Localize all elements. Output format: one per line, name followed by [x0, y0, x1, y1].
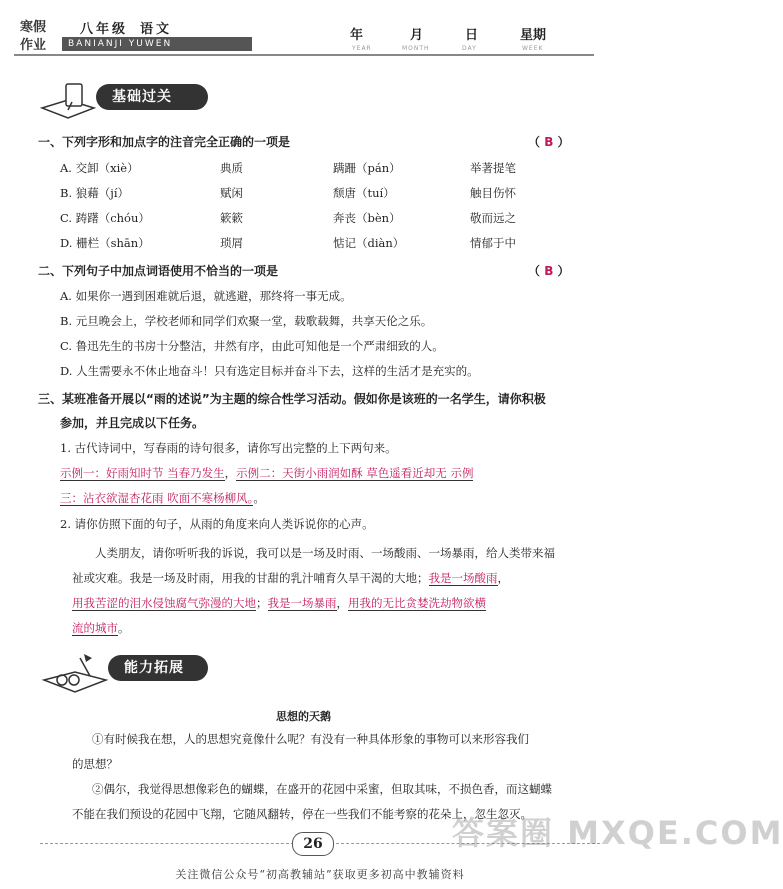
q3-para-line4-end: 。 [118, 621, 130, 635]
date-year-sub: YEAR [352, 45, 372, 52]
reading-p1-line2: 的思想？ [72, 757, 118, 771]
reading-p2-line2: 不能在我们预设的花园中飞翔，它随风翻转，停在一些我们不能考察的花朵上，忽生忽灭。 [72, 807, 532, 821]
q3-para-line4-answer: 流的城市 [72, 621, 118, 635]
q3-ans1-example3: 三：沾衣欲湿杏花雨 吹面不寒杨柳风。 [60, 491, 254, 505]
q1-d-3: 惦记（diàn） [333, 236, 405, 250]
q2-answer: B [544, 264, 554, 278]
q3-para-line1: 人类朋友，请你听听我的诉说，我可以是一场及时雨、一场酸雨、一场暴雨，给人类带来福 [95, 546, 555, 560]
q1-b-1: B. 狼藉（jí） [60, 186, 130, 200]
q3-ans1-line1 [60, 465, 473, 481]
date-month-label: 月 [410, 28, 424, 43]
q1-answer-box [528, 133, 570, 150]
q1-d-4: 情郁于中 [470, 236, 516, 250]
logo-line1: 寒假 [20, 20, 47, 35]
grade-label: 八年级 [80, 22, 129, 37]
q1-c-4: 敬而远之 [470, 211, 516, 225]
q1-b-4: 触目伤怀 [470, 186, 516, 200]
q2-stem: 二、下列句子中加点词语使用不恰当的一项是 [38, 264, 279, 278]
date-day-sub: DAY [462, 45, 477, 52]
reading-p1-line1: ①有时候我在想，人的思想究竟像什么呢？有没有一种具体形象的事物可以来形容我们 [92, 732, 529, 746]
q3-sub1: 1. 古代诗词中，写春雨的诗句很多，请你写出完整的上下两句来。 [60, 441, 397, 455]
q3-para-line3-sep2: ， [336, 596, 348, 610]
q1-c-3: 奔丧（bèn） [333, 211, 401, 225]
q2-paren-close: ） [557, 264, 570, 278]
reading-book-icon [40, 648, 110, 694]
q3-stem-line1: 三、某班准备开展以“雨的述说”为主题的综合性学习活动。假如你是该班的一名学生，请你积极 [38, 392, 546, 406]
q1-b-2: 赋闲 [220, 186, 243, 200]
header-band: BANIANJI YUWEN [62, 37, 252, 51]
q3-para-line2-answer: 我是一场酸雨 [428, 571, 498, 585]
q3-para-line2-text: 祉或灾难。我是一场及时雨，用我的甘甜的乳汁哺育久旱干渴的大地； [72, 571, 429, 585]
q3-para-line3-answer2: 我是一场暴雨 [267, 596, 337, 610]
q2-paren-open: （ [528, 264, 541, 278]
q3-ans1-end: 。 [253, 491, 265, 505]
subject-label: 语文 [140, 22, 173, 37]
q1-a-3: 蹒跚（pán） [333, 161, 401, 175]
date-week-label: 星期 [520, 28, 547, 43]
section-basic-title: 基础过关 [96, 84, 208, 110]
q1-paren-open: （ [528, 135, 541, 149]
date-day-label: 日 [465, 28, 479, 43]
date-month-sub: MONTH [402, 45, 430, 52]
q3-stem-line2: 参加，并且完成以下任务。 [60, 416, 205, 430]
q3-sub2: 2. 请你仿照下面的句子，从雨的角度来向人类诉说你的心声。 [60, 517, 374, 531]
logo-line2: 作业 [20, 38, 47, 53]
q1-a-4: 举著提笔 [470, 161, 516, 175]
q1-c-1: C. 踌躇（chóu） [60, 211, 150, 225]
q3-ans1-example2: 示例二：天街小雨润如酥 草色遥看近却无 示例 [236, 466, 474, 480]
section-advanced-title: 能力拓展 [108, 655, 208, 681]
footer-note: 关注微信公众号“初高教辅站”获取更多初高中教辅资料 [175, 868, 465, 881]
q1-b-3: 颓唐（tuí） [333, 186, 395, 200]
q3-para-line4 [72, 620, 130, 636]
q2-option-d: D. 人生需要永不休止地奋斗！只有选定目标并奋斗下去，这样的生活才是充实的。 [60, 364, 479, 378]
q3-para-line3-answer1: 用我苦涩的泪水侵蚀腐气弥漫的大地 [72, 596, 256, 610]
date-year-label: 年 [350, 28, 364, 43]
q1-c-2: 簌簌 [220, 211, 243, 225]
q3-para-line3-answer3: 用我的无比贪婪洗劫物欲横 [348, 596, 486, 610]
q1-paren-close: ） [557, 135, 570, 149]
book-icon [38, 80, 98, 120]
q2-answer-box [528, 262, 570, 279]
q2-option-b: B. 元旦晚会上，学校老师和同学们欢聚一堂，载歌载舞，共享天伦之乐。 [60, 314, 433, 328]
q1-a-2: 典质 [220, 161, 243, 175]
q1-d-2: 琐屑 [220, 236, 243, 250]
q1-answer: B [544, 135, 554, 149]
q3-para-line3 [72, 595, 486, 611]
q3-ans1-line2 [60, 490, 265, 506]
date-week-sub: WEEK [522, 45, 544, 52]
q3-para-line2 [72, 570, 509, 586]
reading-title: 思想的天鹅 [276, 710, 331, 723]
q2-option-a: A. 如果你一遇到困难就后退，就逃避，那终将一事无成。 [60, 289, 352, 303]
q3-ans1-example1: 示例一：好雨知时节 当春乃发生 [60, 466, 225, 480]
q2-option-c: C. 鲁迅先生的书房十分整洁，井然有序，由此可知他是一个严肃细致的人。 [60, 339, 444, 353]
q1-a-1: A. 交卸（xiè） [60, 161, 139, 175]
q1-d-1: D. 栅栏（shān） [60, 236, 150, 250]
page-number: 26 [292, 832, 334, 856]
q1-stem: 一、下列字形和加点字的注音完全正确的一项是 [38, 135, 291, 149]
header-divider [14, 54, 594, 56]
q3-para-line3-sep: ； [256, 596, 268, 610]
reading-p2-line1: ②偶尔，我觉得思想像彩色的蝴蝶，在盛开的花园中采蜜，但取其味，不损色香，而这蝴蝶 [92, 782, 552, 796]
q3-ans1-sep: ， [224, 466, 237, 480]
q3-para-line2-end: ， [497, 571, 509, 585]
header-logo [14, 14, 60, 54]
watermark: 答案圈 MXQE.COM [452, 814, 783, 852]
